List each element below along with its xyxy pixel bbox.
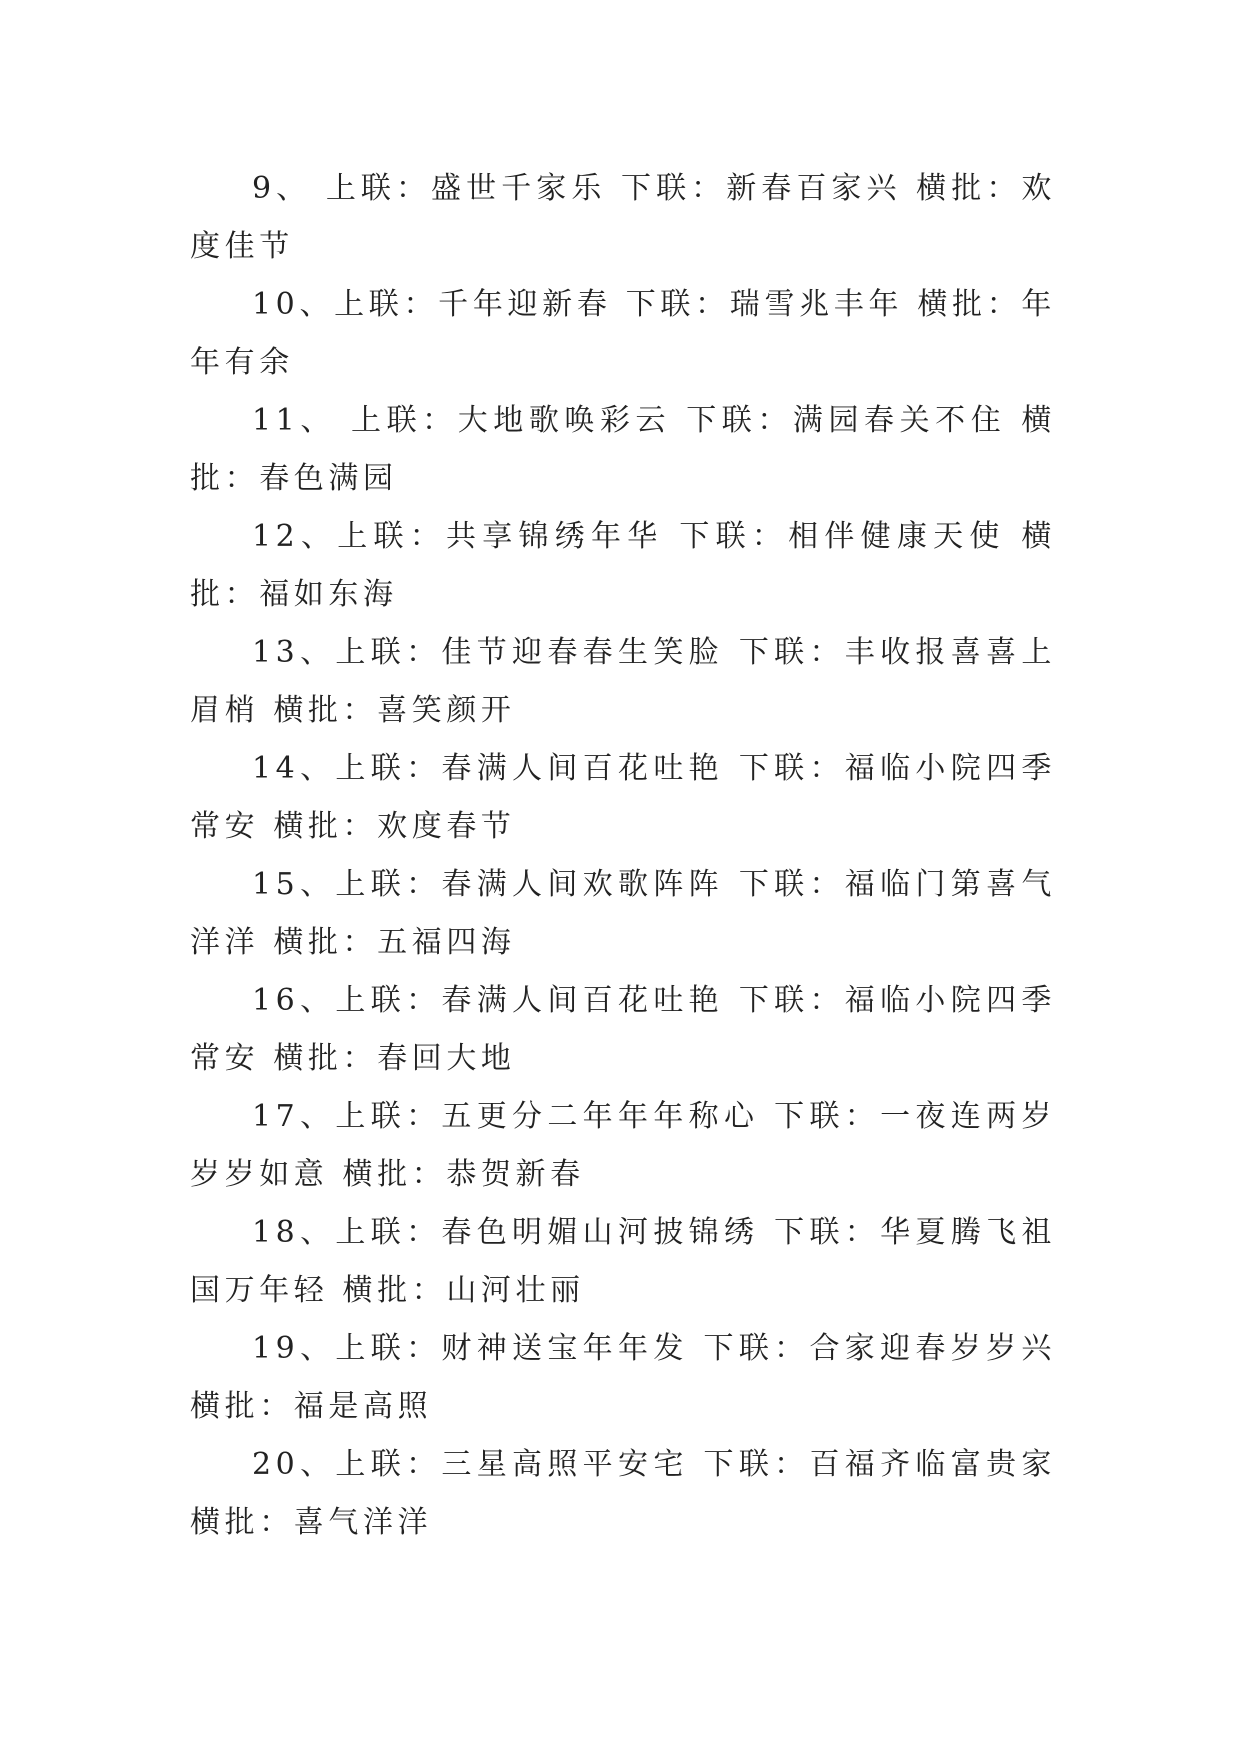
couplet-item: 10、上联：千年迎新春 下联：瑞雪兆丰年 横批：年年有余	[190, 287, 1056, 380]
couplet-item: 15、上联：春满人间欢歌阵阵 下联：福临门第喜气洋洋 横批：五福四海	[190, 867, 1056, 960]
couplet-item: 9、 上联：盛世千家乐 下联：新春百家兴 横批：欢度佳节	[190, 171, 1056, 264]
couplet-item: 20、上联：三星高照平安宅 下联：百福齐临富贵家 横批：喜气洋洋	[190, 1447, 1056, 1540]
couplet-item: 11、 上联：大地歌唤彩云 下联：满园春关不住 横批：春色满园	[190, 403, 1056, 496]
couplet-item: 17、上联：五更分二年年年称心 下联：一夜连两岁岁岁如意 横批：恭贺新春	[190, 1099, 1056, 1192]
couplet-item: 13、上联：佳节迎春春生笑脸 下联：丰收报喜喜上眉梢 横批：喜笑颜开	[190, 635, 1056, 728]
couplet-item: 16、上联：春满人间百花吐艳 下联：福临小院四季常安 横批：春回大地	[190, 983, 1056, 1076]
couplet-item: 18、上联：春色明媚山河披锦绣 下联：华夏腾飞祖国万年轻 横批：山河壮丽	[190, 1215, 1056, 1308]
couplet-item: 12、上联：共享锦绣年华 下联：相伴健康天使 横批：福如东海	[190, 519, 1056, 612]
couplet-item: 14、上联：春满人间百花吐艳 下联：福临小院四季常安 横批：欢度春节	[190, 751, 1056, 844]
couplet-list	[190, 160, 1056, 1552]
couplet-item: 19、上联：财神送宝年年发 下联：合家迎春岁岁兴 横批：福是高照	[190, 1331, 1056, 1424]
